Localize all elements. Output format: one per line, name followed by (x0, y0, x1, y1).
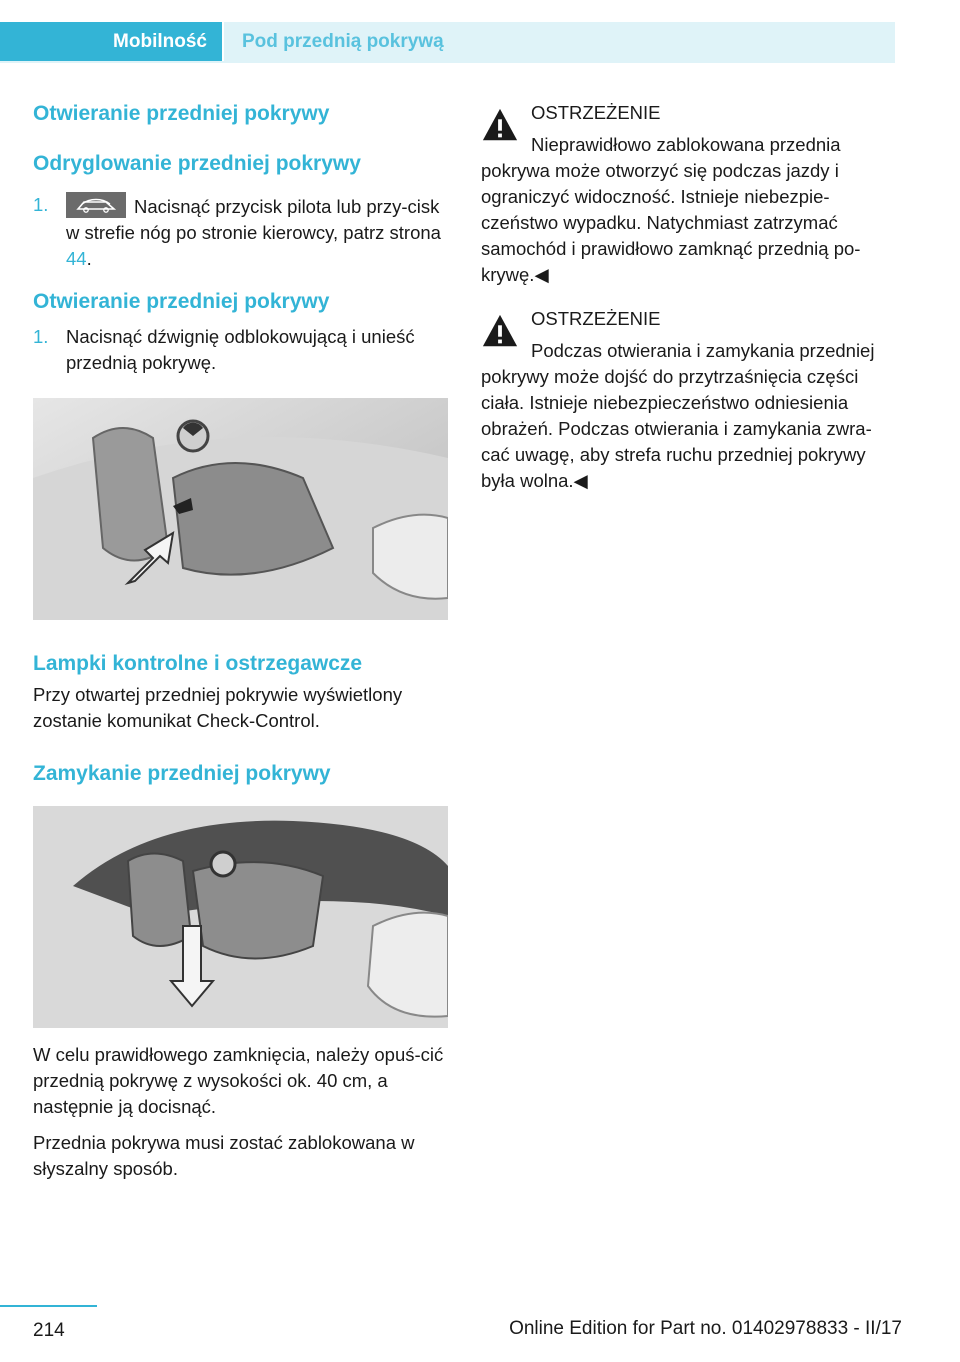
warning-block-2 (481, 306, 896, 494)
step-text: Nacisnąć przycisk pilota lub przy-cisk w strefie nóg po stronie kierowcy, patrz strona (66, 196, 441, 243)
page-link[interactable]: 44 (66, 248, 87, 269)
subsection-tab: Pod przednią pokrywą (224, 22, 895, 62)
heading-indicator-lamps: Lampki kontrolne i ostrzegawcze (33, 652, 363, 675)
figure-release-lever (33, 398, 448, 620)
edition-note: Online Edition for Part no. 01402978833 - II/17 (509, 1318, 902, 1339)
warning-triangle-icon (481, 312, 519, 350)
step-lift (33, 324, 448, 376)
step-number: 1. (33, 194, 49, 215)
step-unlock (33, 192, 448, 272)
footer-divider (0, 1305, 97, 1307)
step-number: 1. (33, 326, 49, 347)
page-number: 214 (33, 1320, 65, 1341)
heading-open-hood: Otwieranie przedniej pokrywy (33, 102, 330, 125)
heading-open: Otwieranie przedniej pokrywy (33, 290, 330, 313)
step-text-end: . (86, 248, 92, 269)
warning-text-rest: pokrywa może otworzyć się podczas jazdy i ograniczyć widoczność. Istnieje niebezpie-czeństwo wypadku. Natychmiast zatrzymać samochód i prawidłowo zamknąć przednią po-krywę.◀ (481, 160, 861, 285)
step-text: Nacisnąć dźwignię odblokowującą i unieść przednią pokrywę. (66, 326, 415, 373)
warning-text-first: Podczas otwierania i zamykania przedniej (531, 340, 875, 361)
warning-text (481, 132, 896, 288)
warning-triangle-icon (481, 106, 519, 144)
close-note: Przednia pokrywa musi zostać zablokowana w słyszalny sposób. (33, 1132, 415, 1179)
heading-unlock-hood: Odryglowanie przedniej pokrywy (33, 152, 361, 175)
car-hood-button-icon (66, 192, 126, 218)
page-header (0, 22, 895, 64)
right-column (481, 100, 896, 494)
left-column (33, 100, 448, 1182)
heading-close-hood: Zamykanie przedniej pokrywy (33, 762, 331, 785)
header-divider (0, 61, 895, 63)
warning-block-1 (481, 100, 896, 288)
figure-close-hood (33, 806, 448, 1028)
warning-title: OSTRZEŻENIE (531, 308, 661, 329)
warning-text (481, 338, 896, 494)
lamps-text: Przy otwartej przedniej pokrywie wyświetlony zostanie komunikat Check-Control. (33, 684, 403, 731)
warning-text-rest: pokrywy może dojść do przytrzaśnięcia części ciała. Istnieje niebezpieczeństwo odniesienia obrażeń. Podczas otwierania i zamykania zwra-cać uwagę, aby strefa ruchu przedniej pokrywy była wolna.◀ (481, 366, 872, 491)
warning-text-first: Nieprawidłowo zablokowana przednia (531, 134, 841, 155)
warning-title: OSTRZEŻENIE (531, 102, 661, 123)
close-instruction: W celu prawidłowego zamknięcia, należy opuś-cić przednią pokrywę z wysokości ok. 40 cm, a następnie ją docisnąć. (33, 1044, 444, 1117)
section-tab: Mobilność (0, 22, 222, 62)
